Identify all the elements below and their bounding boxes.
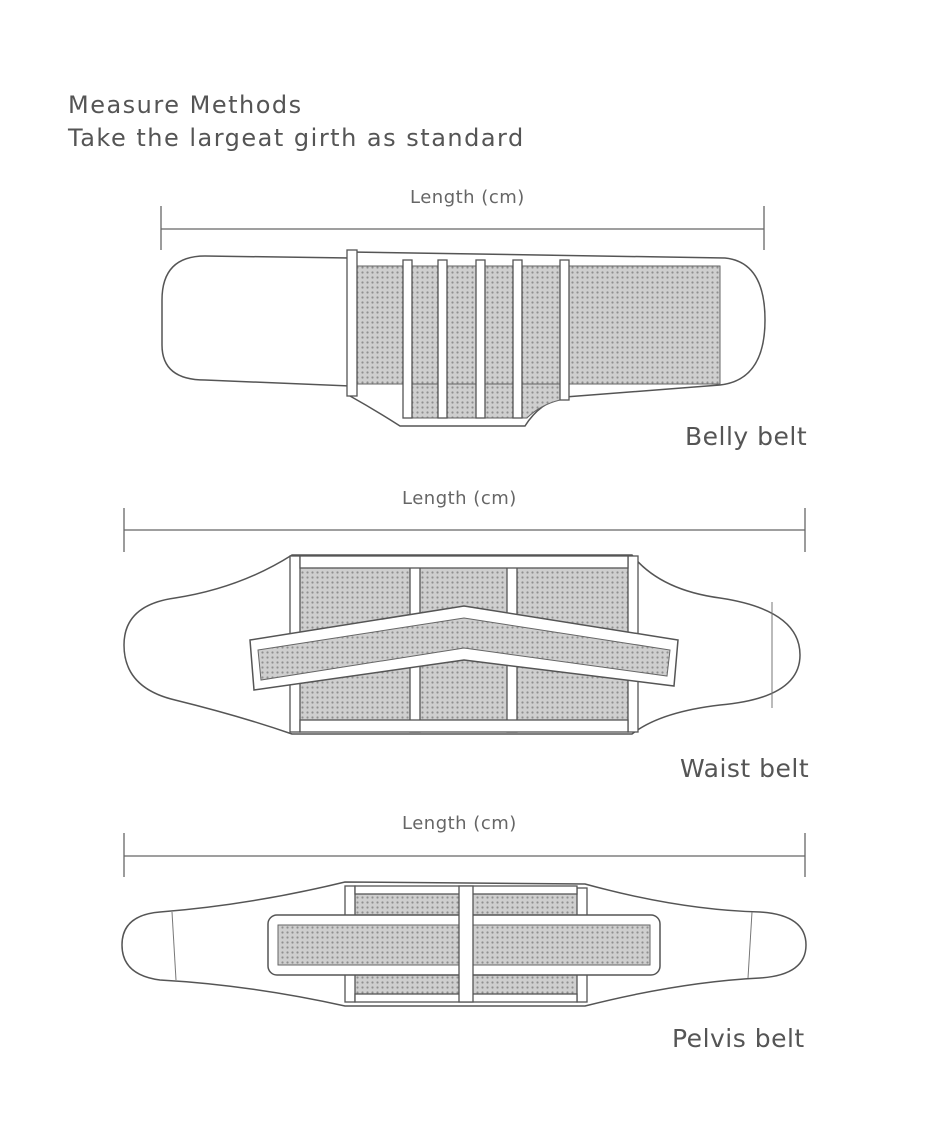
waist-length-label: Length (cm) bbox=[402, 488, 517, 509]
waist-belt-drawing bbox=[124, 555, 800, 734]
belly-belt-label: Belly belt bbox=[685, 422, 808, 451]
belly-belt-drawing bbox=[162, 250, 765, 426]
pelvis-belt-label: Pelvis belt bbox=[672, 1024, 805, 1053]
waist-length-dimension bbox=[124, 508, 805, 552]
pelvis-length-label: Length (cm) bbox=[402, 813, 517, 834]
pelvis-belt-drawing bbox=[122, 882, 806, 1006]
belly-length-label: Length (cm) bbox=[410, 187, 525, 208]
pelvis-length-dimension bbox=[124, 833, 805, 877]
belly-length-dimension bbox=[161, 206, 764, 250]
waist-belt-label: Waist belt bbox=[680, 754, 810, 783]
heading-measure-methods: Measure Methods bbox=[68, 91, 303, 119]
heading-standard-note: Take the largeat girth as standard bbox=[68, 124, 525, 152]
